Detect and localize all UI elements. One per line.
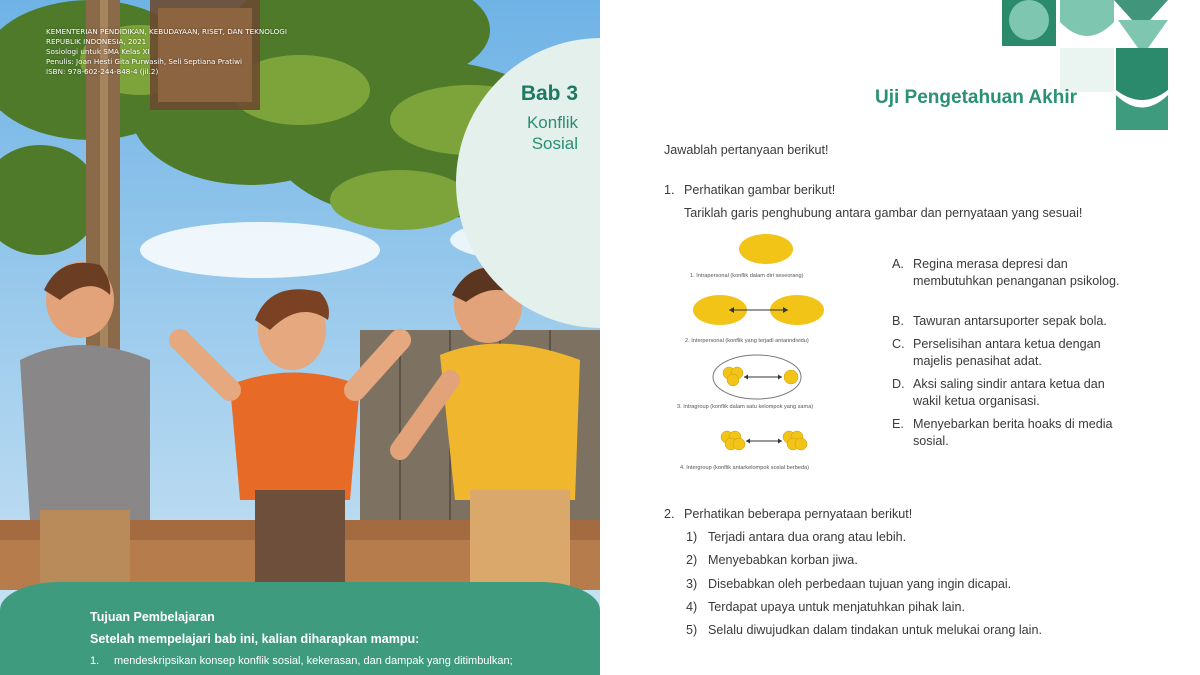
statement-text: Menyebabkan korban jiwa. xyxy=(708,553,858,567)
statement-number: 2) xyxy=(686,553,698,567)
goal-text: mendeskripsikan konsep konflik sosial, kekerasan, dan dampak yang ditimbulkan; xyxy=(114,655,513,667)
intergroup-cluster-right xyxy=(783,431,807,450)
goals-heading: Tujuan Pembelajaran xyxy=(90,610,215,624)
chapter-title xyxy=(448,112,578,154)
question-1 xyxy=(664,183,835,197)
statement-item xyxy=(686,553,858,567)
diagram-caption: 3. Intragroup (konflik dalam satu kelompok yang sama) xyxy=(677,404,814,410)
learning-goals-panel xyxy=(0,582,600,675)
question-2 xyxy=(664,507,912,521)
intragroup-single-dot xyxy=(784,370,798,384)
question-text: Perhatikan gambar berikut! xyxy=(684,183,836,197)
statement-item xyxy=(686,623,1042,637)
question-text: Perhatikan beberapa pernyataan berikut! xyxy=(684,507,913,521)
publisher-line: Sosiologi untuk SMA Kelas XI xyxy=(46,47,150,56)
publisher-line: Penulis: Joan Hesti Gita Purwasih, Seli Septiana Pratiwi xyxy=(46,57,242,66)
statement-item xyxy=(686,577,1011,591)
statement-text: Terjadi antara dua orang atau lebih. xyxy=(708,530,907,544)
chapter-title-line: Sosial xyxy=(531,134,578,153)
goal-item xyxy=(90,655,513,667)
intrapersonal-dot xyxy=(739,234,793,264)
statement-item xyxy=(686,530,906,544)
diagram-caption: 1. Intrapersonal (konflik dalam diri seseorang) xyxy=(690,273,804,279)
option-letter: E. xyxy=(892,417,904,431)
question-number: 2. xyxy=(664,507,675,521)
publisher-info xyxy=(46,27,316,77)
intergroup-cluster-left xyxy=(721,431,745,450)
statement-number: 3) xyxy=(686,577,698,591)
instruction: Jawablah pertanyaan berikut! xyxy=(664,143,829,157)
statement-item xyxy=(686,600,965,614)
option-text: Perselisihan antara ketua dengan majelis penasihat adat. xyxy=(913,337,1101,368)
option-text: Aksi saling sindir antara ketua dan wakil ketua organisasi. xyxy=(913,377,1105,408)
statement-number: 5) xyxy=(686,623,698,637)
chapter-title-line: Konflik xyxy=(526,113,578,132)
statement-text: Selalu diwujudkan dalam tindakan untuk melukai orang lain. xyxy=(708,623,1042,637)
conflict-diagram xyxy=(677,232,847,477)
option-letter: B. xyxy=(892,314,904,328)
goals-intro: Setelah mempelajari bab ini, kalian diharapkan mampu: xyxy=(90,632,420,646)
chapter-number: Bab 3 xyxy=(520,82,578,105)
goal-number: 1. xyxy=(90,655,100,667)
statement-text: Disebabkan oleh perbedaan tujuan yang ingin dicapai. xyxy=(708,577,1012,591)
statement-number: 1) xyxy=(686,530,698,544)
publisher-line: REPUBLIK INDONESIA, 2021 xyxy=(46,37,147,46)
publisher-line: ISBN: 978-602-244-848-4 (jil.2) xyxy=(46,67,159,76)
option-letter: A. xyxy=(892,257,904,271)
option-text: Tawuran antarsuporter sepak bola. xyxy=(913,314,1107,328)
option-letter: D. xyxy=(892,377,905,391)
option-text: Menyebarkan berita hoaks di media sosial. xyxy=(913,417,1113,448)
intragroup-cluster xyxy=(723,367,743,386)
option-text: Regina merasa depresi dan membutuhkan penanganan psikolog. xyxy=(913,257,1120,288)
decorative-shapes xyxy=(1002,0,1172,135)
question-1-sub: Tariklah garis penghubung antara gambar dan pernyataan yang sesuai! xyxy=(684,206,1083,220)
option-letter: C. xyxy=(892,337,905,351)
diagram-caption: 2. Interpersonal (konflik yang terjadi antarindividu) xyxy=(685,338,809,344)
statement-number: 4) xyxy=(686,600,698,614)
page-title: Uji Pengetahuan Akhir xyxy=(875,87,1077,108)
diagram-caption: 4. Intergroup (konflik antarkelompok sosial berbeda) xyxy=(680,465,810,471)
statement-text: Terdapat upaya untuk menjatuhkan pihak lain. xyxy=(708,600,965,614)
publisher-line: KEMENTERIAN PENDIDIKAN, KEBUDAYAAN, RISET, DAN TEKNOLOGI xyxy=(46,27,287,36)
question-number: 1. xyxy=(664,183,675,197)
